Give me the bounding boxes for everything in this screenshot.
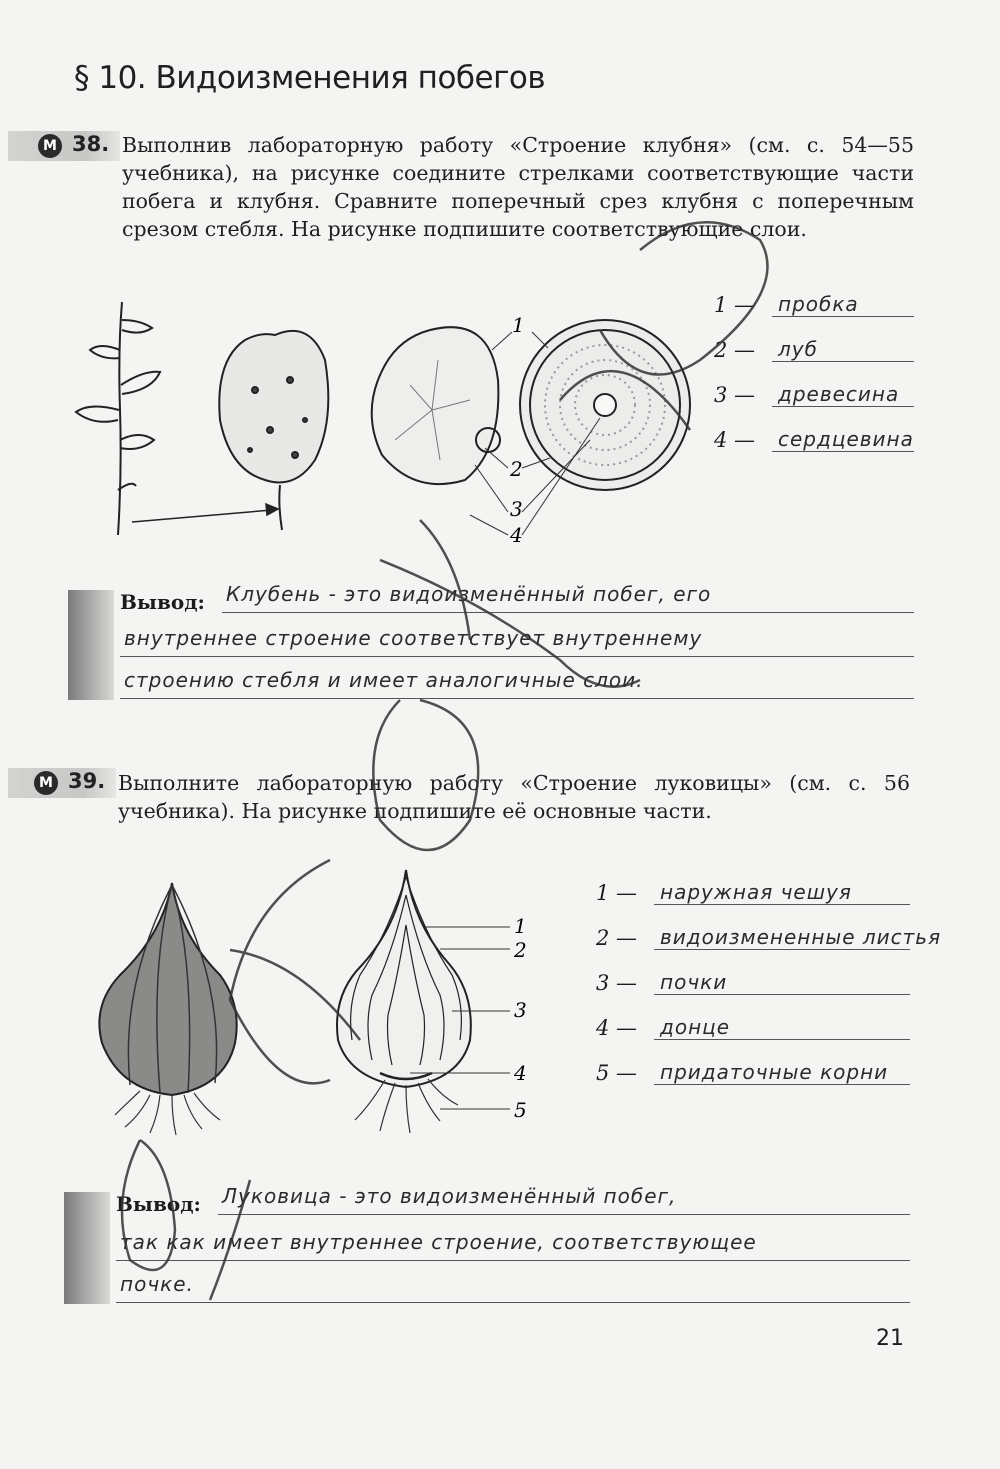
tuber-cross-section <box>372 327 500 484</box>
answer-number: 2 — <box>714 338 756 362</box>
answer-row <box>714 427 914 452</box>
answer-row <box>596 970 976 995</box>
answer-row <box>714 382 914 407</box>
conclusion-38-line-2: внутреннее строение соответствует внутреннему <box>120 626 914 657</box>
task-39-answers <box>596 880 976 1085</box>
conclusion-39-bar <box>64 1192 110 1304</box>
conclusion-38-label: Вывод: <box>120 590 205 614</box>
page-number: 21 <box>876 1326 904 1351</box>
conclusion-39-line-3: почке. <box>116 1272 910 1303</box>
figure-38-label-2: 2 <box>510 457 523 481</box>
figure-39-label-3: 3 <box>514 998 527 1022</box>
task-38-badge: М <box>38 134 62 158</box>
answer-field: пробка <box>772 292 914 317</box>
answer-number: 1 — <box>596 881 638 905</box>
bulb-roots <box>115 1091 220 1135</box>
answer-number: 2 — <box>596 926 638 950</box>
conclusion-39-label: Вывод: <box>116 1192 201 1216</box>
answer-row <box>596 1060 976 1085</box>
shoot-tuber-figure <box>60 290 700 550</box>
page-title: § 10. Видоизменения побегов <box>74 60 546 96</box>
figure-39-label-5: 5 <box>514 1098 527 1122</box>
bulb-section-drawing <box>337 870 471 1087</box>
conclusion-38-bar <box>68 590 114 700</box>
answer-number: 1 — <box>714 293 756 317</box>
answer-number: 3 — <box>714 383 756 407</box>
task-39-number: 39. <box>68 769 106 793</box>
figure-39-label-2: 2 <box>514 938 527 962</box>
figure-38-label-3: 3 <box>510 497 523 521</box>
figure-38-label-1: 1 <box>512 313 525 337</box>
connection-arrow <box>132 504 278 522</box>
figure-39-label-4: 4 <box>514 1061 527 1085</box>
task-39-badge: М <box>34 771 58 795</box>
answer-field: видоизмененные листья <box>654 925 910 950</box>
answer-field: почки <box>654 970 910 995</box>
figure-39-label-1: 1 <box>514 914 527 938</box>
task-38-answers <box>714 292 914 452</box>
tuber-drawing <box>219 331 328 530</box>
answer-row <box>714 292 914 317</box>
answer-field: донце <box>654 1015 910 1040</box>
conclusion-39-line-2: так как имеет внутреннее строение, соответствующее <box>116 1230 910 1261</box>
onion-bulb-figure <box>80 865 550 1140</box>
answer-field: луб <box>772 337 914 362</box>
task-38-text: Выполнив лабораторную работу «Строение клубня» (см. с. 54—55 учебника), на рисунке соедините стрелками соответствующие части побега и клубня. Сравните поперечный срез клубня с поперечным срезом стебля. На рисунке подпишите соответствующие слои. <box>122 133 914 241</box>
answer-field: сердцевина <box>772 427 914 452</box>
conclusion-38-line-1: Клубень - это видоизменённый побег, его <box>222 582 914 613</box>
answer-field: придаточные корни <box>654 1060 910 1085</box>
figure-38-label-4: 4 <box>510 523 523 547</box>
task-38-number: 38. <box>72 132 110 156</box>
answer-row <box>596 880 976 905</box>
conclusion-39-line-1: Луковица - это видоизменённый побег, <box>218 1184 910 1215</box>
task-39-text: Выполните лабораторную работу «Строение луковицы» (см. с. 56 учебника). На рисунке подпишите её основные части. <box>118 771 910 823</box>
shoot-drawing <box>76 302 160 535</box>
answer-number: 5 — <box>596 1061 638 1085</box>
answer-row <box>714 337 914 362</box>
bulb-exterior-drawing <box>99 883 236 1095</box>
conclusion-38-line-3: строению стебля и имеет аналогичные слои. <box>120 668 914 699</box>
answer-number: 3 — <box>596 971 638 995</box>
bulb-section-roots <box>355 1079 458 1133</box>
answer-row <box>596 1015 976 1040</box>
answer-row <box>596 925 976 950</box>
answer-field: древесина <box>772 382 914 407</box>
answer-number: 4 — <box>596 1016 638 1040</box>
answer-number: 4 — <box>714 428 756 452</box>
answer-field: наружная чешуя <box>654 880 910 905</box>
